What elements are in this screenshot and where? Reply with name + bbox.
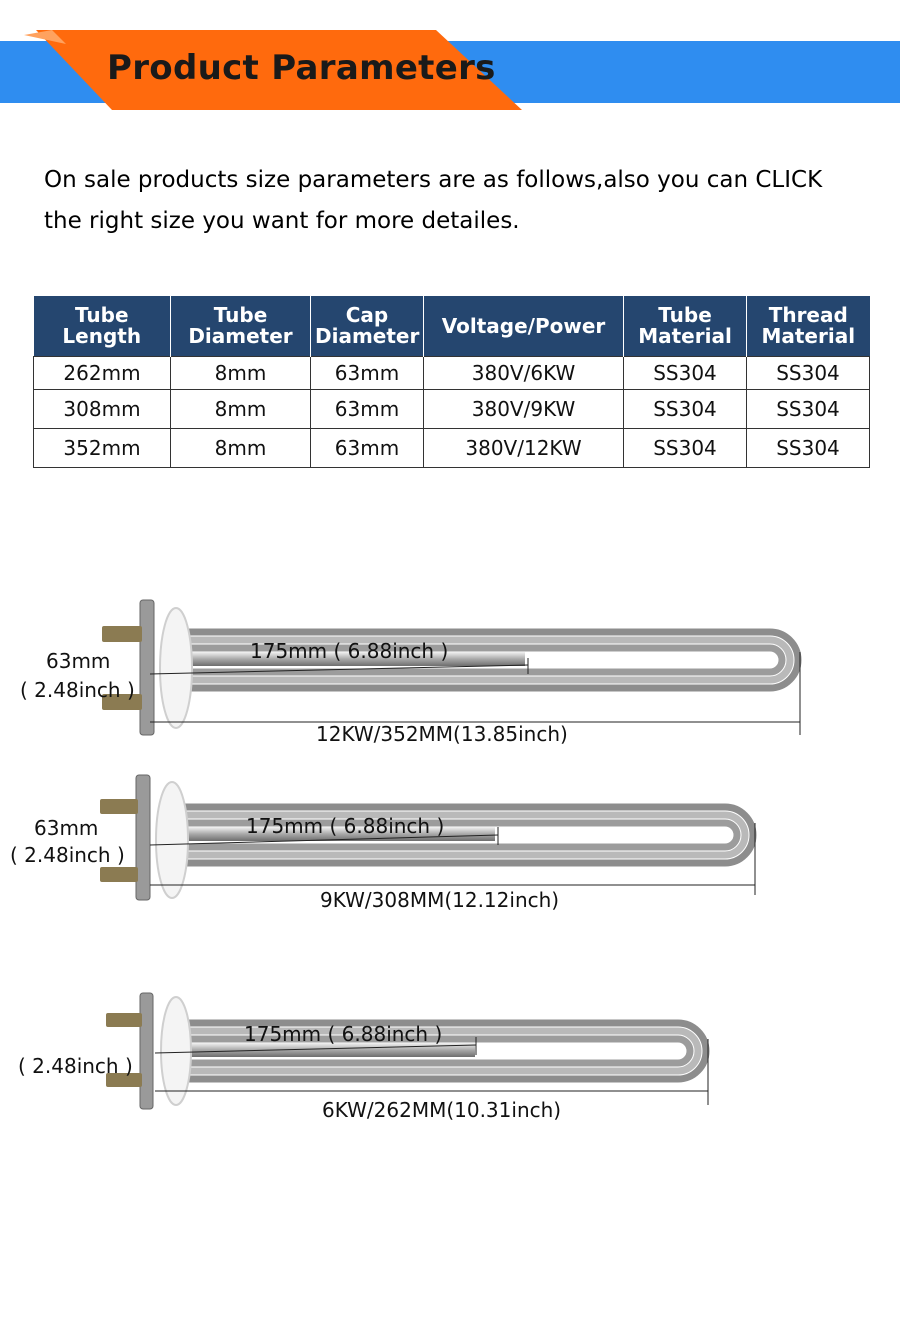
table-cell: 63mm bbox=[311, 357, 424, 390]
cap-size-mm-label: 63mm bbox=[34, 816, 99, 840]
table-cell: 262mm bbox=[34, 357, 171, 390]
table-cell: SS304 bbox=[624, 357, 747, 390]
inner-length-label: 175mm ( 6.88inch ) bbox=[244, 1022, 443, 1046]
table-cell: 8mm bbox=[171, 390, 311, 429]
total-length-label: 6KW/262MM(10.31inch) bbox=[322, 1098, 562, 1122]
intro-text bbox=[44, 160, 874, 242]
table-cell: 8mm bbox=[171, 357, 311, 390]
table-row[interactable] bbox=[34, 390, 870, 429]
table-cell: 63mm bbox=[311, 390, 424, 429]
table-row[interactable] bbox=[34, 429, 870, 468]
header-tube-length: Tube Length bbox=[34, 296, 171, 357]
table-row[interactable] bbox=[34, 357, 870, 390]
inner-length-label: 175mm ( 6.88inch ) bbox=[246, 814, 445, 838]
table-cell: 8mm bbox=[171, 429, 311, 468]
table-cell: 380V/12KW bbox=[424, 429, 624, 468]
header-tube-material: Tube Material bbox=[624, 296, 747, 357]
table-cell: SS304 bbox=[624, 429, 747, 468]
total-length-label: 9KW/308MM(12.12inch) bbox=[320, 888, 560, 912]
table-cell: SS304 bbox=[747, 390, 870, 429]
heating-element-image bbox=[102, 600, 798, 735]
header-tube-diameter: Tube Diameter bbox=[171, 296, 311, 357]
heater-9kw-diagram bbox=[0, 765, 900, 915]
table-cell: 352mm bbox=[34, 429, 171, 468]
table-header-row bbox=[34, 296, 870, 357]
inner-length-label: 175mm ( 6.88inch ) bbox=[250, 639, 449, 663]
cap-size-inch-label: ( 2.48inch ) bbox=[10, 843, 125, 867]
table-cell: SS304 bbox=[747, 357, 870, 390]
heater-12kw-diagram bbox=[0, 590, 900, 750]
intro-line-2: the right size you want for more detailes. bbox=[44, 208, 520, 234]
header-voltage-power: Voltage/Power bbox=[424, 296, 624, 357]
parameters-table bbox=[33, 296, 870, 468]
page-title: Product Parameters bbox=[107, 48, 496, 88]
table-cell: 63mm bbox=[311, 429, 424, 468]
table-cell: SS304 bbox=[624, 390, 747, 429]
heating-element-image bbox=[106, 993, 706, 1109]
cap-size-inch-label: ( 2.48inch ) bbox=[18, 1054, 133, 1078]
intro-line-1: On sale products size parameters are as follows,also you can CLICK bbox=[44, 167, 823, 193]
header-thread-material: Thread Material bbox=[747, 296, 870, 357]
total-length-label: 12KW/352MM(13.85inch) bbox=[316, 722, 568, 746]
cap-size-inch-label: ( 2.48inch ) bbox=[20, 678, 135, 702]
header-cap-diameter: Cap Diameter bbox=[311, 296, 424, 357]
table-cell: 380V/9KW bbox=[424, 390, 624, 429]
heater-6kw-diagram bbox=[0, 985, 900, 1125]
table-cell: 308mm bbox=[34, 390, 171, 429]
table-cell: 380V/6KW bbox=[424, 357, 624, 390]
table-cell: SS304 bbox=[747, 429, 870, 468]
cap-size-mm-label: 63mm bbox=[46, 649, 111, 673]
